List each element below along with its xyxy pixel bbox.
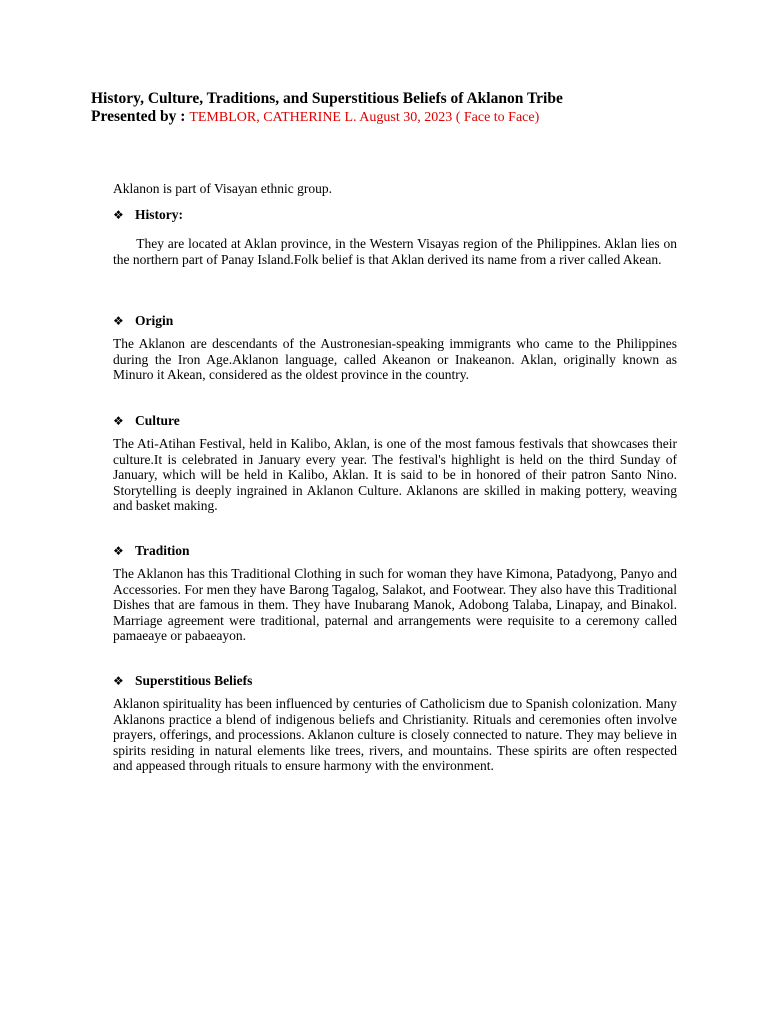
diamond-bullet-icon: ❖ — [113, 414, 124, 428]
section-body-history — [113, 236, 677, 267]
section-body-text: They are located at Aklan province, in the Western Visayas region of the Philippines. Aklan lies on the northern part of Panay Island.Folk belief is that Aklan derived its name from a river called Akean. — [113, 236, 678, 267]
section-body-tradition: The Aklanon has this Traditional Clothing in such for woman they have Kimona, Patadyong, Panyo and Accessories. For men they have Barong Tagalog, Salakot, and Footwear. They also have this Traditional Dishes that are famous in them. They have Inubarang Manok, Adobong Talaba, Linapay, and Binakol. Marriage agreement were traditional, paternal and arrangements were requisite to a ceremony called pamaeaye or pabaeayon. — [113, 566, 677, 644]
section-body-culture: The Ati-Atihan Festival, held in Kalibo, Aklan, is one of the most famous festivals that showcases their culture.It is celebrated in January every year. The festival's highlight is held on the third Sunday of January, which will be held in Kalibo, Aklan. It is said to be in honored of their patron Santo Nino. Storytelling is deeply ingrained in Aklanon Culture. Aklanons are skilled in making pottery, weaving and basket making. — [113, 436, 677, 514]
section-heading-label: History: — [135, 207, 183, 222]
section-body-origin: The Aklanon are descendants of the Austronesian-speaking immigrants who came to the Philippines during the Iron Age.Aklanon language, called Akeanon or Inakeanon. Aklan, originally known as Minuro it Akean, considered as the oldest province in the country. — [113, 336, 677, 383]
diamond-bullet-icon: ❖ — [113, 314, 124, 328]
section-heading-label: Culture — [135, 413, 180, 428]
section-body-superstitious-beliefs: Aklanon spirituality has been influenced by centuries of Catholicism due to Spanish colonization. Many Aklanons practice a blend of indigenous beliefs and Christianity. Rituals and ceremonies often involve prayers, offerings, and processions. Aklanon culture is closely connected to nature. They may believe in spirits residing in natural elements like trees, rivers, and mountains. These spirits are often respected and appeased through rituals to ensure harmony with the environment. — [113, 696, 677, 774]
section-heading-culture — [113, 413, 180, 429]
presented-by-label: Presented by : — [91, 108, 186, 125]
presenter-info: TEMBLOR, CATHERINE L. August 30, 2023 ( Face to Face) — [189, 110, 540, 125]
document-title: History, Culture, Traditions, and Superstitious Beliefs of Aklanon Tribe — [91, 90, 563, 107]
section-heading-tradition — [113, 543, 190, 559]
section-heading-label: Tradition — [135, 543, 190, 558]
section-heading-origin — [113, 313, 173, 329]
section-heading-label: Origin — [135, 313, 174, 328]
diamond-bullet-icon: ❖ — [113, 544, 124, 558]
presented-by-line — [91, 108, 711, 127]
diamond-bullet-icon: ❖ — [113, 674, 124, 688]
diamond-bullet-icon: ❖ — [113, 208, 124, 222]
intro-paragraph: Aklanon is part of Visayan ethnic group. — [113, 181, 333, 196]
section-heading-label: Superstitious Beliefs — [135, 673, 253, 688]
section-heading-superstitious-beliefs — [113, 673, 252, 689]
section-heading-history — [113, 207, 183, 223]
